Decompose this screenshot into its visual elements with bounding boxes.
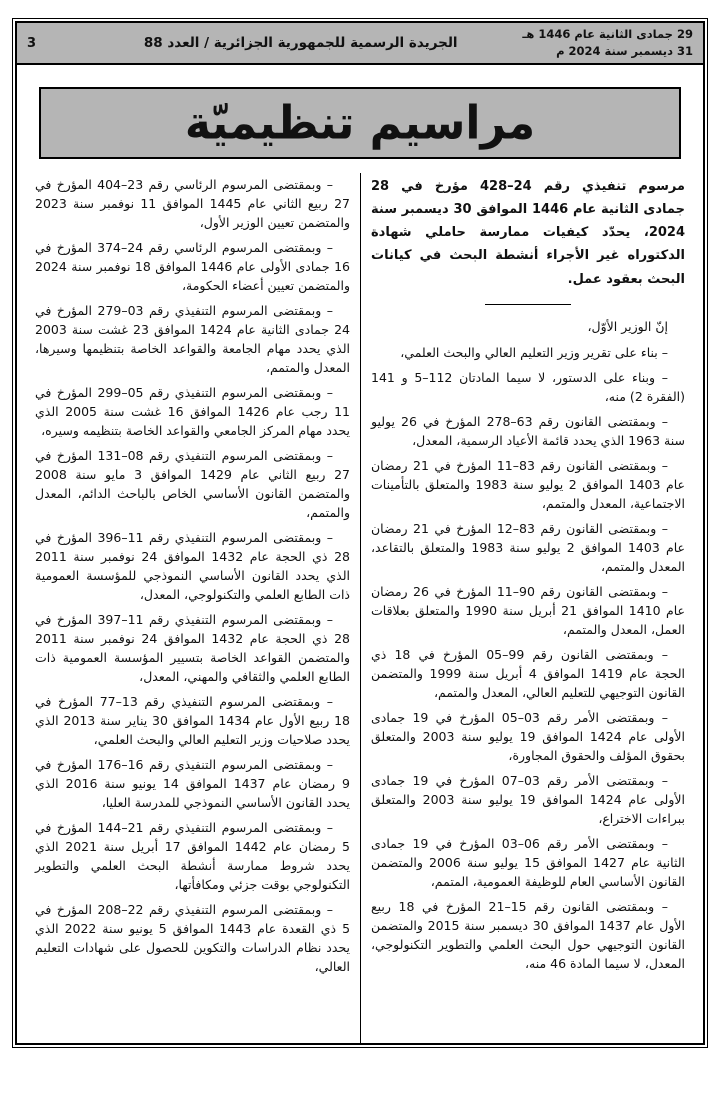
header-date-hijri: 29 جمادى الثانية عام 1446 هـ [522,27,693,42]
page-frame-inner [15,21,705,1045]
clause: – وبمقتضى المرسوم التنفيذي رقم 21–144 المؤرخ في 5 رمضان عام 1442 الموافق 17 أبريل سنة 2021 الذي يحدد شروط ممارسة أنشطة البحث العلمي والتطوير التكنولوجي بوقت جزئي ومكافأتها، [35,820,350,892]
column-left [25,173,360,1043]
page-header-band [17,23,703,65]
text-columns [17,165,703,1043]
section-banner [39,87,681,159]
clause: – وبمقتضى المرسوم التنفيذي رقم 11–397 المؤرخ في 28 ذي الحجة عام 1432 الموافق 24 نوفمبر سنة 2011 والمتضمن القواعد الخاصة بتسيير المؤسسة العمومية ذات الطابع العلمي والثقافي والمهني، المعدل، [35,612,350,684]
clause: – بناء على تقرير وزير التعليم العالي والبحث العلمي، [400,344,668,360]
clause: – وبمقتضى الأمر رقم 03–05 المؤرخ في 19 جمادى الأولى عام 1424 الموافق 19 يوليو سنة 2003 والمتعلق بحقوق المؤلف والحقوق المجاورة، [371,709,686,763]
clause: – وبمقتضى المرسوم الرئاسي رقم 23–404 المؤرخ في 27 ربيع الثاني عام 1445 الموافق 11 نوفمبر سنة 2023 والمتضمن تعيين الوزير الأول، [35,177,350,230]
header-date-gregorian: 31 ديسمبر سنة 2024 م [556,44,693,58]
clause: – وبمقتضى المرسوم التنفيذي رقم 13–77 المؤرخ في 18 ربيع الأول عام 1434 الموافق 30 يناير سنة 2013 الذي يحدد صلاحيات وزير التعليم العالي والبحث العلمي، [35,694,350,747]
clause: – وبمقتضى المرسوم التنفيذي رقم 03–279 المؤرخ في 24 جمادى الثانية عام 1424 الموافق 23 غشت سنة 2003 الذي يحدد مهام الجامعة والقواعد الخاصة بتنظيمها وسيرها، المعدل والمتمم، [35,303,350,375]
clause: – وبمقتضى المرسوم الرئاسي رقم 24–374 المؤرخ في 16 جمادى الأولى عام 1446 الموافق 18 نوفمبر سنة 2024 والمتضمن تعيين أعضاء الحكومة، [35,240,350,293]
clause: – وبمقتضى المرسوم التنفيذي رقم 05–299 المؤرخ في 11 رجب عام 1426 الموافق 16 غشت سنة 2005 الذي يحدد مهام المركز الجامعي والقواعد الخاصة بتنظيمه وسيره، [35,385,350,438]
clause: – وبمقتضى القانون رقم 99–05 المؤرخ في 18 ذي الحجة عام 1419 الموافق 4 أبريل سنة 1999 والمتضمن القانون التوجيهي للتعليم العالي، المعدل والمتمم، [371,646,685,700]
clause: – وبمقتضى الأمر رقم 03–07 المؤرخ في 19 جمادى الأولى عام 1424 الموافق 19 يوليو سنة 2003 والمتعلق ببراءات الاختراع، [371,772,686,826]
clause: – وبمقتضى القانون رقم 83–12 المؤرخ في 21 رمضان عام 1403 الموافق 2 يوليو سنة 1983 والمتعلق بالتقاعد، المعدل والمتمم، [371,520,685,574]
decree-title: مرسوم تنفيذي رقم 24–428 مؤرخ في 28 جمادى الثانية عام 1446 الموافق 30 ديسمبر سنة 2024، يحدّد كيفيات ممارسة حاملي شهادة الدكتوراه غير الأجراء أنشطة البحث في كيانات البحث بعقود عمل. [371,179,685,287]
title-separator [485,304,571,305]
column-right [360,173,695,1043]
clause: – وبمقتضى المرسوم التنفيذي رقم 11–396 المؤرخ في 28 ذي الحجة عام 1432 الموافق 24 نوفمبر سنة 2011 الذي يحدد القانون الأساسي النموذجي للمؤسسة العمومية ذات الطابع العلمي والتكنولوجي، المعدل، [35,530,350,602]
clause: – وبمقتضى القانون رقم 15–21 المؤرخ في 18 ربيع الأول عام 1437 الموافق 30 ديسمبر سنة 2015 والمتضمن القانون التوجيهي حول البحث العلمي والتطوير التكنولوجي، المعدل، لا سيما المادة 46 منه، [371,898,685,971]
clause: – وبمقتضى الأمر رقم 06–03 المؤرخ في 19 جمادى الثانية عام 1427 الموافق 15 يوليو سنة 2006 والمتضمن القانون الأساسي العام للوظيفة العمومية، المتمم، [371,835,686,889]
header-dates [522,26,693,59]
page-frame [12,18,708,1048]
journal-title: الجريدة الرسمية للجمهورية الجزائرية / العدد 88 [143,35,458,51]
clause: – وبناء على الدستور، لا سيما المادتان 112–5 و 141 (الفقرة 2) منه، [371,369,685,404]
page-number: 3 [27,35,37,51]
clause: – وبمقتضى المرسوم التنفيذي رقم 22–208 المؤرخ في 5 ذي القعدة عام 1443 الموافق 5 يونيو سنة 2022 الذي يحدد نظام الدراسات والتكوين للحصول على شهادات التعليم العالي، [35,902,351,974]
clause: – وبمقتضى المرسوم التنفيذي رقم 16–176 المؤرخ في 9 رمضان عام 1437 الموافق 14 يونيو سنة 2016 الذي يحدد القانون الأساسي النموذجي للمدرسة العليا، [35,757,350,810]
clause: – وبمقتضى المرسوم التنفيذي رقم 08–131 المؤرخ في 27 ربيع الثاني عام 1429 الموافق 3 مايو سنة 2008 والمتضمن القانون الأساسي الخاص بالباحث الدائم، المعدل والمتمم، [35,448,350,520]
opening-line: إنّ الوزير الأوّل، [587,318,668,334]
section-banner-title: مراسيم تنظيميّة [184,96,536,150]
clause: – وبمقتضى القانون رقم 63–278 المؤرخ في 26 يوليو سنة 1963 الذي يحدد قائمة الأعياد الرسمية، المعدل، [371,413,685,448]
clause: – وبمقتضى القانون رقم 83–11 المؤرخ في 21 رمضان عام 1403 الموافق 2 يوليو سنة 1983 والمتعلق بالتأمينات الاجتماعية، المعدل والمتمم، [371,457,686,511]
clause: – وبمقتضى القانون رقم 90–11 المؤرخ في 26 رمضان عام 1410 الموافق 21 أبريل سنة 1990 والمتعلق بعلاقات العمل، المعدل والمتمم، [371,583,685,637]
